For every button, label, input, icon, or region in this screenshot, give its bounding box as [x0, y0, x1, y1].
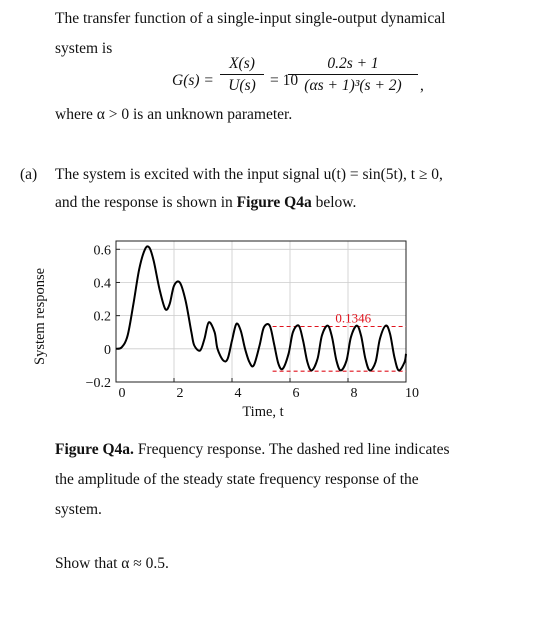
y-tick-label: 0.2 — [93, 309, 111, 325]
task-line: Show that α ≈ 0.5. — [55, 555, 169, 572]
figure-caption-line-3: system. — [55, 501, 102, 518]
figure-caption-label: Figure Q4a. — [55, 441, 134, 458]
x-tick-label: 0 — [118, 386, 126, 401]
part-a-label: (a) — [20, 166, 38, 183]
x-tick-label: 6 — [292, 386, 300, 401]
y-tick-label: −0.2 — [85, 376, 111, 391]
y-tick-label: 0.6 — [93, 243, 111, 259]
plant-numerator: 0.2s + 1 — [327, 55, 379, 72]
amplitude-annotation: 0.1346 — [335, 310, 372, 326]
equation-coefficient: = 10 — [270, 72, 299, 89]
plant-denominator: (αs + 1)³(s + 2) — [304, 77, 402, 94]
figure-caption-text: Frequency response. The dashed red line indicates — [137, 441, 450, 458]
x-tick-label: 4 — [234, 386, 242, 401]
figure-caption-line-2: the amplitude of the steady state frequency response of the — [55, 471, 419, 488]
equation-trailing-comma: , — [420, 77, 424, 94]
x-tick-label: 10 — [405, 386, 419, 401]
figure-caption-line-1 — [55, 437, 517, 463]
figure-reference: Figure Q4a — [236, 194, 312, 211]
intro-line-2: system is — [55, 40, 113, 57]
y-tick-label: 0 — [104, 342, 111, 358]
part-a-line-1: The system is excited with the input signal u(t) = sin(5t), t ≥ 0, — [55, 166, 443, 183]
equation-lhs: G(s) = — [172, 72, 214, 89]
intro-line-1: The transfer function of a single-input single-output dynamical — [55, 10, 446, 27]
part-a-line-2-suffix: below. — [315, 194, 357, 211]
x-axis-label: Time, t — [242, 404, 284, 420]
fraction-numerator: X(s) — [229, 55, 255, 72]
y-tick-label: 0.4 — [93, 276, 111, 292]
y-axis-label: System response — [32, 267, 48, 365]
where-line: where α > 0 is an unknown parameter. — [55, 106, 293, 123]
fraction-denominator: U(s) — [228, 77, 256, 94]
part-a-line-2-prefix: and the response is shown in — [55, 194, 233, 211]
x-tick-label: 2 — [176, 386, 184, 401]
x-tick-label: 8 — [350, 386, 358, 401]
response-series-line-0 — [116, 246, 406, 370]
